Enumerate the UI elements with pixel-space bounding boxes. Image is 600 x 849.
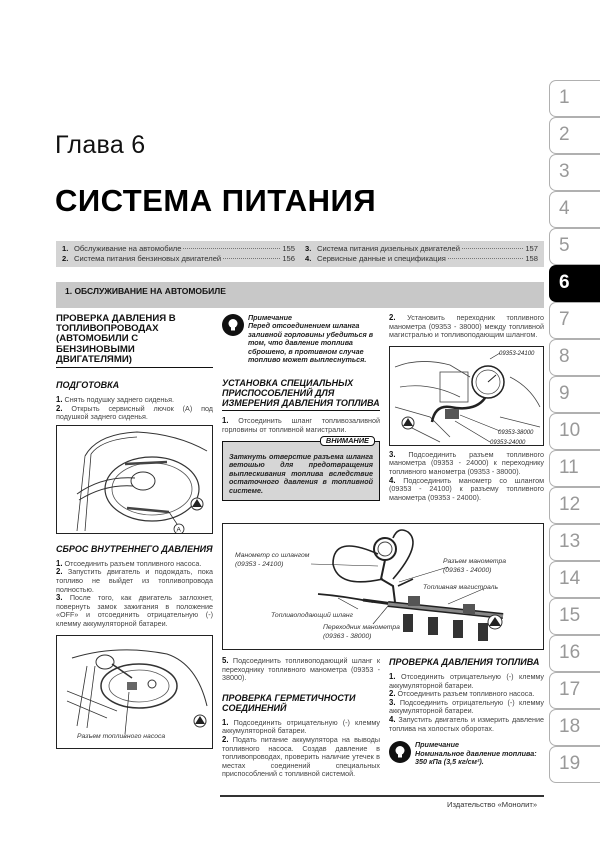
note-text: Номинальное давление топлива: 350 кПа (3,5 кг/см²). bbox=[415, 748, 537, 766]
figure-engine-gauge bbox=[389, 346, 544, 446]
lightbulb-icon bbox=[389, 741, 411, 763]
note-block bbox=[222, 314, 380, 364]
warning-tag: ВНИМАНИЕ bbox=[320, 436, 375, 447]
figure-fuel-rail-gauge bbox=[222, 523, 544, 650]
toc-page: 156 bbox=[282, 254, 295, 263]
chapter-tab-13[interactable]: 13 bbox=[549, 524, 600, 561]
chapter-tab-11[interactable]: 11 bbox=[549, 450, 600, 487]
callout-fuel-rail: Топливная магистраль bbox=[423, 584, 499, 591]
chapter-tab-4[interactable]: 4 bbox=[549, 191, 600, 228]
toc-number: 2. bbox=[62, 254, 69, 263]
warning-block bbox=[222, 435, 380, 501]
chapter-tab-1[interactable]: 1 bbox=[549, 80, 600, 117]
chapter-tab-12[interactable]: 12 bbox=[549, 487, 600, 524]
callout-gauge-connector: Разъем манометра (09363 - 24000) bbox=[443, 558, 507, 574]
section-heading-bar: 1. ОБСЛУЖИВАНИЕ НА АВТОМОБИЛЕ bbox=[56, 282, 544, 308]
svg-text:09353-24100: 09353-24100 bbox=[499, 350, 535, 357]
column-2-lower bbox=[222, 657, 380, 779]
svg-text:09353-24000: 09353-24000 bbox=[490, 439, 526, 446]
chapter-tab-5[interactable]: 5 bbox=[549, 228, 600, 265]
toc-number: 4. bbox=[305, 254, 312, 263]
subheading-fuel-pressure-check: ПРОВЕРКА ДАВЛЕНИЯ ТОПЛИВА bbox=[389, 657, 540, 667]
step: 1. Снять подушку заднего сиденья. bbox=[56, 395, 175, 405]
warning-text: Заткнуть отверстие разъема шланга ветошью для предотвращения выплескивания топлива вследствие остаточного давления в топливной системе. bbox=[229, 451, 373, 495]
column-3-lower bbox=[389, 657, 544, 766]
toc-text: Система питания дизельных двигателей bbox=[317, 244, 460, 253]
subheading-pressure-release: СБРОС ВНУТРЕННЕГО ДАВЛЕНИЯ bbox=[56, 543, 213, 554]
chapter-tab-18[interactable]: 18 bbox=[549, 709, 600, 746]
toc-item[interactable] bbox=[305, 254, 538, 263]
toc-item[interactable] bbox=[305, 244, 538, 253]
toc-page: 155 bbox=[282, 244, 295, 253]
step: 3. Подсоединить отрицательную (-) клемму аккумуляторной батареи. bbox=[389, 697, 544, 716]
column-2 bbox=[222, 314, 380, 501]
toc-text: Система питания бензиновых двигателей bbox=[74, 254, 222, 263]
chapter-tab-19[interactable]: 19 bbox=[549, 746, 600, 783]
toc-leader bbox=[448, 258, 524, 259]
chapter-tab-2[interactable]: 2 bbox=[549, 117, 600, 154]
chapter-tab-10[interactable]: 10 bbox=[549, 413, 600, 450]
callout-gauge-hose: Манометр со шлангом (09353 - 24100) bbox=[235, 552, 310, 568]
engine-gauge-illustration bbox=[390, 347, 544, 446]
toc-item[interactable] bbox=[62, 254, 295, 263]
toc-item[interactable] bbox=[62, 244, 295, 253]
step: 2. Подать питание аккумулятора на выводы топливного насоса. Создав давление в топливопроводах, проверить наличие утечек в местах соединений специальных приспособлений с топливной системой. bbox=[222, 734, 380, 779]
footer-rule bbox=[220, 795, 544, 797]
toc-leader bbox=[462, 248, 523, 249]
chapter-tabs bbox=[549, 80, 600, 783]
lightbulb-icon bbox=[222, 314, 244, 336]
subheading-preparation: ПОДГОТОВКА bbox=[56, 380, 120, 391]
toc-number: 1. bbox=[62, 244, 69, 253]
chapter-title: СИСТЕМА ПИТАНИЯ bbox=[55, 183, 377, 218]
service-hatch-illustration bbox=[57, 426, 213, 534]
note-title: Примечание bbox=[248, 313, 293, 322]
note-title: Примечание bbox=[415, 740, 460, 750]
chapter-tab-7[interactable]: 7 bbox=[549, 302, 600, 339]
publisher-credit: Издательство «Монолит» bbox=[447, 800, 538, 809]
chapter-toc bbox=[56, 241, 544, 267]
toc-text: Обслуживание на автомобиле bbox=[74, 244, 182, 253]
toc-page: 157 bbox=[525, 244, 538, 253]
step: 3. После того, как двигатель заглохнет, повернуть замок зажигания в положение «OFF» и отсоединить отрицательную (-) клемму аккумуляторной батареи. bbox=[56, 593, 214, 628]
chapter-tab-16[interactable]: 16 bbox=[549, 635, 600, 672]
note-block bbox=[389, 741, 544, 766]
figure-fuel-pump-connector bbox=[56, 635, 213, 749]
section-heading: ПРОВЕРКА ДАВЛЕНИЯ В ТОПЛИВОПРОВОДАХ (АВТОМОБИЛИ С БЕНЗИНОВЫМИ ДВИГАТЕЛЯМИ) bbox=[56, 314, 213, 368]
step: 2. Запустить двигатель и подождать, пока топливо не выйдет из топливопровода полностью. bbox=[56, 567, 214, 594]
chapter-tab-17[interactable]: 17 bbox=[549, 672, 600, 709]
step: 2. Установить переходник топливного манометра (09353 - 38000) между топливной магистралью и топливоподающим шлангом. bbox=[389, 313, 544, 340]
callout-feed-hose: Топливоподающий шланг bbox=[271, 612, 353, 619]
step: 4. Подсоединить манометр со шлангом (09353 - 24100) к разъему топливного манометра (09353 - 24000). bbox=[389, 475, 545, 502]
svg-text:09353-38000: 09353-38000 bbox=[498, 429, 534, 436]
step: 1. Отсоединить шланг топливозаливной горловины от топливной магистрали. bbox=[222, 416, 381, 435]
svg-text:A: A bbox=[176, 526, 181, 534]
step: 5. Подсоединить топливоподающий шланг к переходнику топливного манометра (09353 - 38000). bbox=[222, 656, 380, 683]
step: 4. Запустить двигатель и измерить давление топлива на холостых оборотах. bbox=[389, 714, 544, 733]
column-3 bbox=[389, 314, 544, 502]
step: 1. Отсоединить разъем топливного насоса. bbox=[56, 558, 202, 568]
chapter-tab-6-active[interactable]: 6 bbox=[549, 265, 600, 302]
subheading-install-tools: УСТАНОВКА СПЕЦИАЛЬНЫХ ПРИСПОСОБЛЕНИЙ ДЛЯ ИЗМЕРЕНИЯ ДАВЛЕНИЯ ТОПЛИВА bbox=[222, 378, 380, 411]
toc-number: 3. bbox=[305, 244, 312, 253]
toc-text: Сервисные данные и спецификация bbox=[317, 254, 446, 263]
figure-caption: Разъем топливного насоса bbox=[77, 732, 166, 740]
toc-page: 158 bbox=[525, 254, 538, 263]
callout-adapter: Переходник манометра (09363 - 38000) bbox=[323, 624, 400, 640]
step: 3. Подсоединить разъем топливного манометра (09353 - 24000) к переходнику топливного манометра (09353 - 38000). bbox=[389, 449, 544, 476]
chapter-tab-8[interactable]: 8 bbox=[549, 339, 600, 376]
chapter-tab-9[interactable]: 9 bbox=[549, 376, 600, 413]
step: 1. Подсоединить отрицательную (-) клемму аккумуляторной батареи. bbox=[222, 717, 380, 736]
step: 2. Открыть сервисный лючок (А) под подушкой заднего сиденья. bbox=[56, 403, 213, 422]
figure-service-hatch bbox=[56, 425, 213, 534]
chapter-tab-3[interactable]: 3 bbox=[549, 154, 600, 191]
column-1 bbox=[56, 314, 213, 749]
chapter-label: Глава 6 bbox=[55, 131, 146, 159]
subheading-leak-check: ПРОВЕРКА ГЕРМЕТИЧНОСТИ СОЕДИНЕНИЙ bbox=[222, 692, 356, 713]
step: 2. Отсоединить разъем топливного насоса. bbox=[389, 689, 535, 699]
note-text: Перед отсоединением шланга заливной горловины убедиться в том, что давление топлива сброшено, в противном случае топливо может выплеснуться. bbox=[248, 321, 374, 365]
toc-leader bbox=[183, 248, 280, 249]
toc-leader bbox=[223, 258, 280, 259]
chapter-tab-14[interactable]: 14 bbox=[549, 561, 600, 598]
chapter-tab-15[interactable]: 15 bbox=[549, 598, 600, 635]
step: 1. Отсоединить отрицательную (-) клемму аккумуляторной батареи. bbox=[389, 672, 545, 690]
